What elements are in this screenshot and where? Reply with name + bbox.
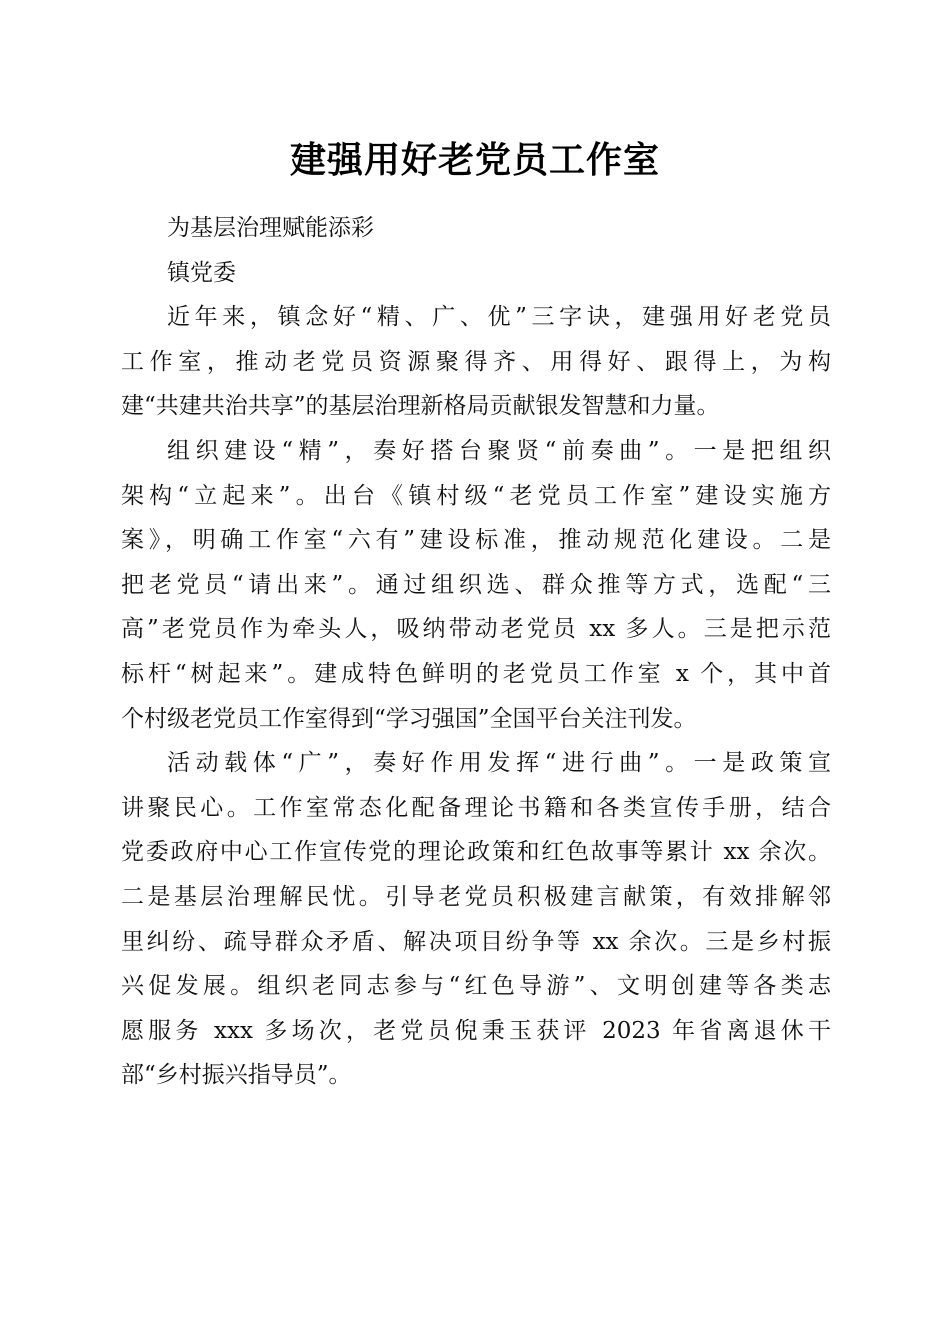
paragraph-line: 讲聚民心。工作室常态化配备理论书籍和各类宣传手册，结合	[121, 794, 831, 821]
paragraph-line: 架构“立起来”。出台《镇村级“老党员工作室”建设实施方	[121, 482, 831, 509]
subtitle-text: 为基层治理赋能添彩	[167, 215, 374, 241]
subtitle-line	[121, 206, 831, 251]
paragraph-line: 近年来，镇念好“精、广、优”三字诀，建强用好老党员	[167, 304, 831, 331]
paragraph-line: 建“共建共治共享”的基层治理新格局贡献银发智慧和力量。	[121, 393, 720, 420]
paragraph-line: 愿服务 xxx 多场次，老党员倪秉玉获评 2023 年省离退休干	[121, 1017, 831, 1044]
paragraph-line: 兴促发展。组织老同志参与“红色导游”、文明创建等各类志	[121, 973, 831, 1000]
paragraph-line: 里纠纷、疏导群众矛盾、解决项目纷争等 xx 余次。三是乡村振	[121, 928, 831, 955]
paragraph-line: 党委政府中心工作宣传党的理论政策和红色故事等累计 xx 余次。	[121, 839, 831, 866]
author-text: 镇党委	[167, 259, 236, 286]
document-title: 建强用好老党员工作室	[289, 139, 660, 181]
paragraph-line: 活动载体“广”，奏好作用发挥“进行曲”。一是政策宣	[167, 750, 831, 777]
paragraph-line: 个村级老党员工作室得到“学习强国”全国平台关注刊发。	[121, 705, 697, 732]
paragraph-line: 把老党员“请出来”。通过组织选、群众推等方式，选配“三	[121, 571, 831, 598]
paragraph-line: 高”老党员作为牵头人，吸纳带动老党员 xx 多人。三是把示范	[121, 616, 831, 643]
paragraph-line: 二是基层治理解民忧。引导老党员积极建言献策，有效排解邻	[121, 883, 831, 910]
paragraph-line: 标杆“树起来”。建成特色鲜明的老党员工作室 x 个，其中首	[121, 660, 831, 687]
paragraph-line: 组织建设“精”，奏好搭台聚贤“前奏曲”。一是把组织	[167, 437, 831, 464]
paragraph-line: 工作室，推动老党员资源聚得齐、用得好、跟得上，为构	[121, 348, 831, 375]
document-body	[121, 206, 831, 1098]
paragraph-line: 案》，明确工作室“六有”建设标准，推动规范化建设。二是	[121, 527, 831, 554]
author-line	[121, 251, 831, 296]
paragraph-line: 部“乡村振兴指导员”。	[121, 1062, 352, 1089]
paragraph-activities	[121, 741, 831, 1098]
paragraph-intro	[121, 295, 831, 429]
paragraph-organization	[121, 429, 831, 741]
